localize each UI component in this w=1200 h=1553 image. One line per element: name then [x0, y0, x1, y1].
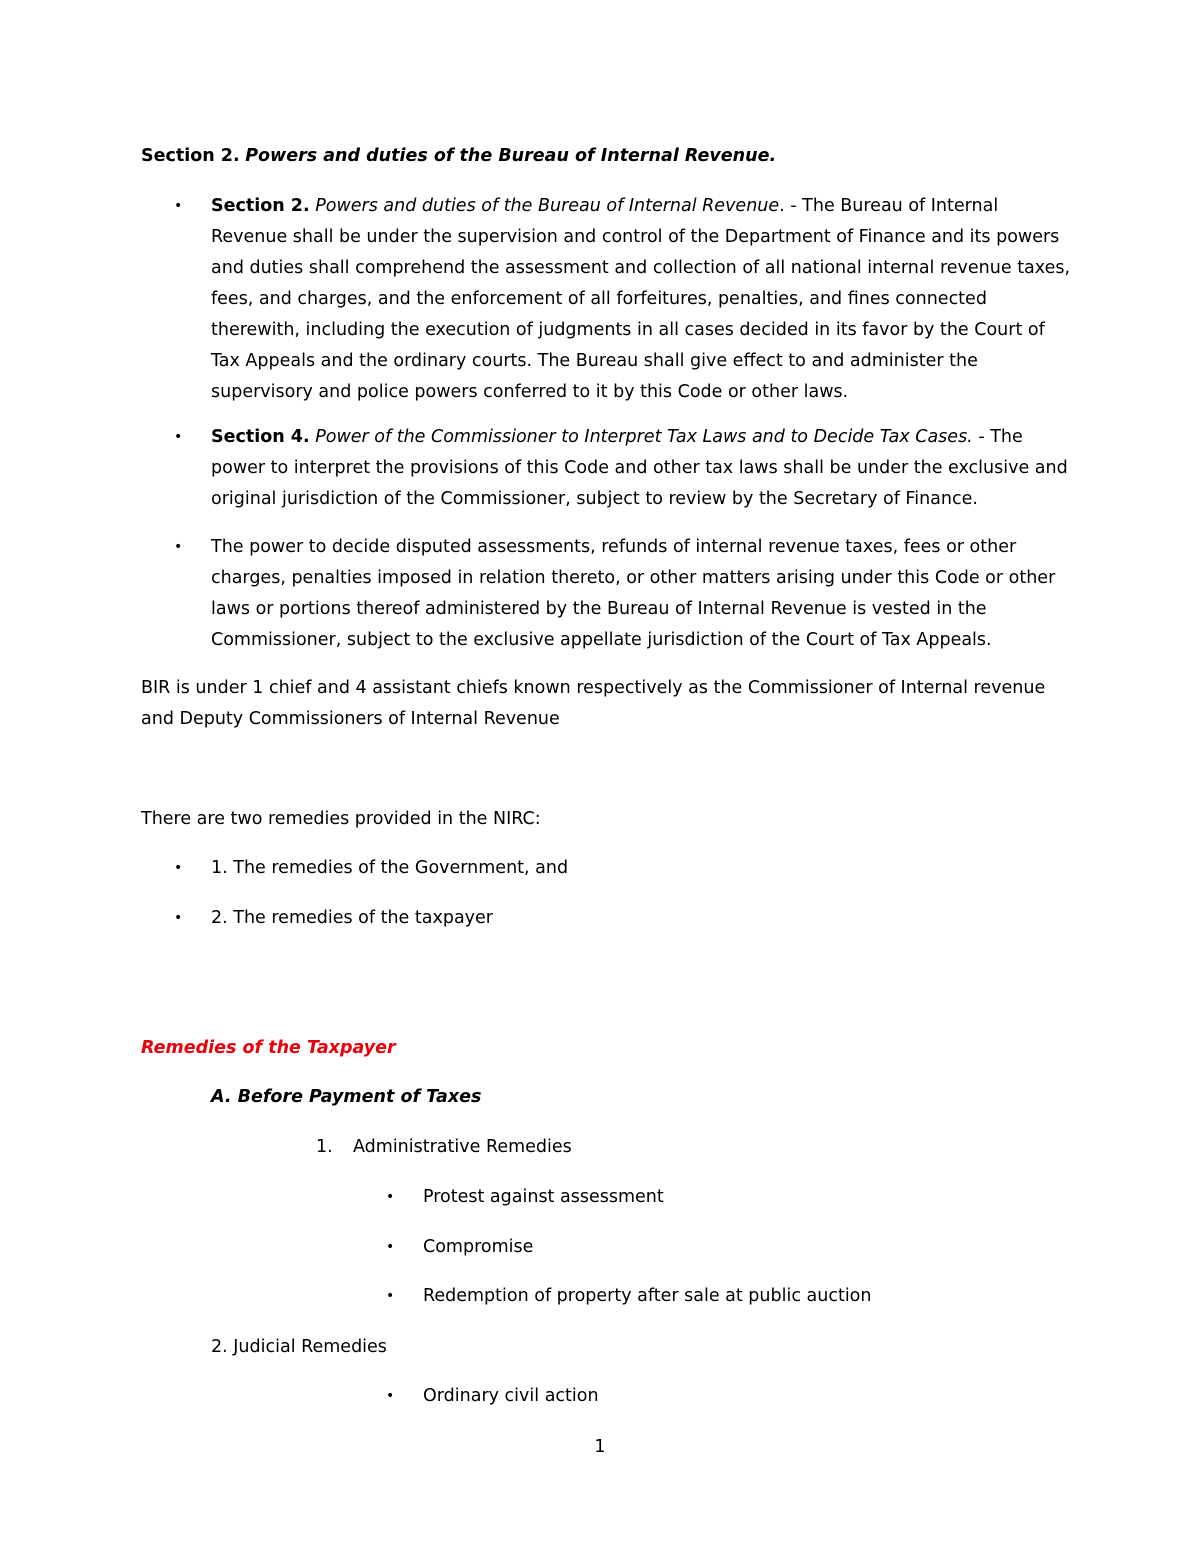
- bullet-decide-assessments: The power to decide disputed assessments, refunds of internal revenue taxes, fees or other charges, penalties imposed in relation thereto, or other matters arising under this Code or other laws or portions thereof administered by the Bureau of Internal Revenue is vested in the Commissioner, subject to the exclusive appellate jurisdiction of the Court of Tax Appeals.: [211, 537, 1056, 650]
- bullet-icon: •: [174, 429, 183, 445]
- bullet-icon: •: [174, 910, 183, 926]
- list-item: Ordinary civil action: [423, 1386, 599, 1406]
- bir-paragraph: BIR is under 1 chief and 4 assistant chiefs known respectively as the Commissioner of Internal revenue and Deputy Commissioners of Internal Revenue: [141, 678, 1046, 729]
- admin-remedies-number: 1.: [316, 1137, 333, 1157]
- bullet-icon: •: [174, 198, 183, 214]
- bullet-section-4: Section 4. Power of the Commissioner to Interpret Tax Laws and to Decide Tax Cases. - The power to interpret the provisions of this Code and other tax laws shall be under the exclusive and original jurisdiction of the Commissioner, subject to review by the Secretary of Finance.: [211, 427, 1068, 509]
- list-item: Protest against assessment: [423, 1187, 664, 1207]
- admin-remedies-label: Administrative Remedies: [353, 1137, 572, 1157]
- remedy-government: 1. The remedies of the Government, and: [211, 858, 569, 878]
- bullet-icon: •: [386, 1239, 395, 1255]
- bullet-icon: •: [174, 860, 183, 876]
- section-heading: Section 2. Powers and duties of the Bureau of Internal Revenue.: [141, 146, 777, 166]
- bullet-icon: •: [386, 1288, 395, 1304]
- list-item: Redemption of property after sale at public auction: [423, 1286, 872, 1306]
- bullet-icon: •: [174, 539, 183, 555]
- list-item: Compromise: [423, 1237, 534, 1257]
- before-payment-subtitle: A. Before Payment of Taxes: [211, 1087, 482, 1107]
- judicial-remedies-label: 2. Judicial Remedies: [211, 1337, 387, 1357]
- taxpayer-remedies-title: Remedies of the Taxpayer: [141, 1038, 396, 1058]
- bullet-icon: •: [386, 1388, 395, 1404]
- page-number: 1: [594, 1437, 606, 1457]
- remedies-intro: There are two remedies provided in the NIRC:: [141, 809, 541, 829]
- bullet-icon: •: [386, 1189, 395, 1205]
- bullet-section-2: Section 2. Powers and duties of the Bureau of Internal Revenue. - The Bureau of Internal Revenue shall be under the supervision and control of the Department of Finance and its powers and duties shall comprehend the assessment and collection of all national internal revenue taxes, fees, and charges, and the enforcement of all forfeitures, penalties, and fines connected therewith, including the execution of judgments in all cases decided in its favor by the Court of Tax Appeals and the ordinary courts. The Bureau shall give effect to and administer the supervisory and police powers conferred to it by this Code or other laws.: [211, 196, 1071, 402]
- remedy-taxpayer: 2. The remedies of the taxpayer: [211, 908, 493, 928]
